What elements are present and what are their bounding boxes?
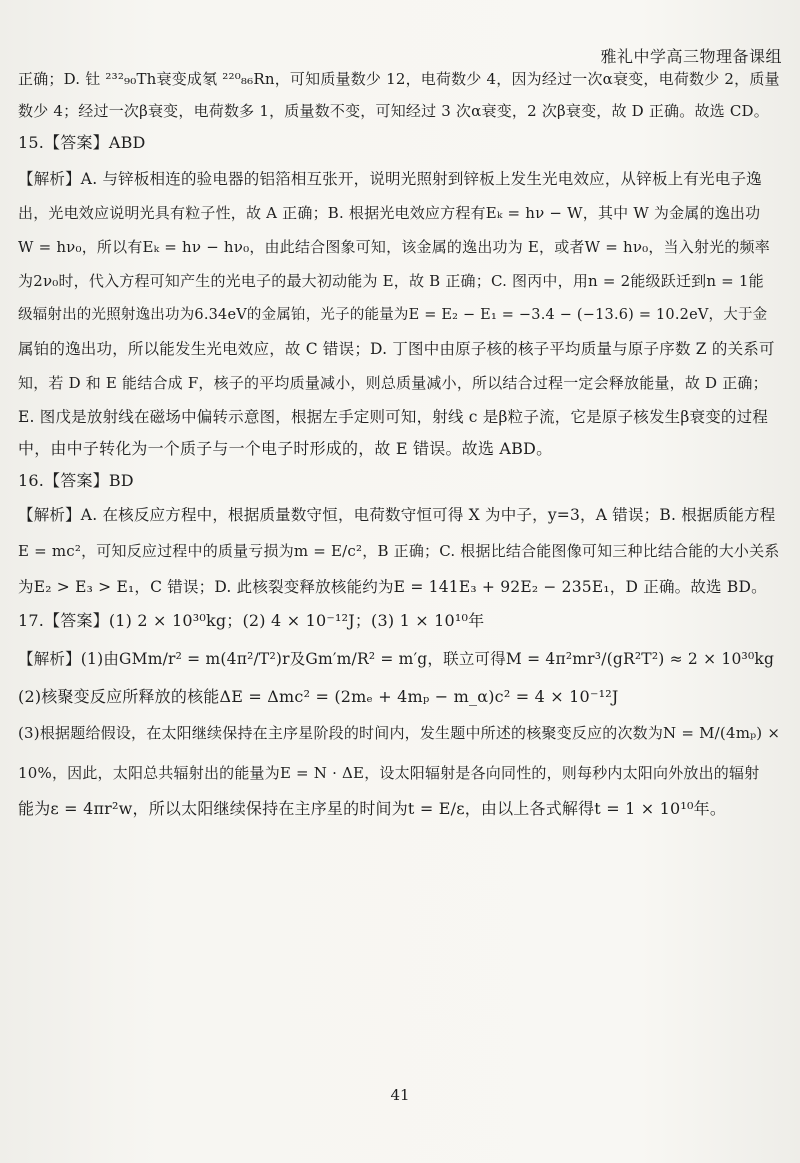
text-line: 出，光电效应说明光具有粒子性，故 A 正确；B. 根据光电效应方程有Eₖ = hν − W，其中 W 为金属的逸出功 (18, 204, 761, 222)
text-line: 能为ε = 4πr²w，所以太阳继续保持在主序星的时间为t = E/ε，由以上各式解得t = 1 × 10¹⁰年。 (18, 799, 727, 818)
page-number: 41 (390, 1086, 410, 1104)
text-line: 数少 4；经过一次β衰变，电荷数多 1，质量数不变，可知经过 3 次α衰变，2 次β衰变，故 D 正确。故选 CD。 (18, 102, 769, 120)
text-line: 正确；D. 钍 ²³²₉₀Th衰变成氡 ²²⁰₈₆Rn，可知质量数少 12，电荷数少 4，因为经过一次α衰变，电荷数少 2，质量 (18, 70, 780, 88)
text-line: 【解析】A. 在核反应方程中，根据质量数守恒，电荷数守恒可得 X 为中子，y=3，A 错误；B. 根据质能方程 (18, 506, 776, 524)
text-line: 【解析】A. 与锌板相连的验电器的铝箔相互张开，说明光照射到锌板上发生光电效应，从锌板上有光电子逸 (18, 170, 762, 188)
text-line: 为E₂ > E₃ > E₁，C 错误；D. 此核裂变释放核能约为E = 141E₃ + 92E₂ − 235E₁，D 正确。故选 BD。 (18, 578, 767, 596)
text-line: 10%，因此，太阳总共辐射出的能量为E = N · ΔE，设太阳辐射是各向同性的，则每秒内太阳向外放出的辐射 (18, 764, 760, 782)
answer-heading-15: 15.【答案】ABD (18, 133, 146, 152)
text-line: (3)根据题给假设，在太阳继续保持在主序星阶段的时间内，发生题中所述的核聚变反应的次数为N = M/(4mₚ) × (18, 724, 781, 742)
text-line: E. 图戊是放射线在磁场中偏转示意图，根据左手定则可知，射线 c 是β粒子流，它是原子核发生β衰变的过程 (18, 408, 769, 426)
text-line: 知，若 D 和 E 能结合成 F，核子的平均质量减小，则总质量减小，所以结合过程一定会释放能量，故 D 正确； (18, 374, 768, 392)
text-line: 属铂的逸出功，所以能发生光电效应，故 C 错误；D. 丁图中由原子核的核子平均质量与原子序数 Z 的关系可 (18, 340, 775, 358)
text-line: E = mc²，可知反应过程中的质量亏损为m = E/c²，B 正确；C. 根据比结合能图像可知三种比结合能的大小关系 (18, 542, 780, 560)
text-line: 级辐射出的光照射逸出功为6.34eV的金属铂，光子的能量为E = E₂ − E₁ = −3.4 − (−13.6) = 10.2eV，大于金 (18, 307, 768, 323)
answer-heading-16: 16.【答案】BD (18, 471, 134, 490)
text-line: (2)核聚变反应所释放的核能ΔE = Δmc² = (2mₑ + 4mₚ − m_α)c² = 4 × 10⁻¹²J (18, 687, 619, 706)
text-line: W = hν₀，所以有Eₖ = hν − hν₀，由此结合图象可知，该金属的逸出功为 E，或者W = hν₀，当入射光的频率 (18, 238, 770, 256)
text-line: 为2ν₀时，代入方程可知产生的光电子的最大初动能为 E，故 B 正确；C. 图丙中，用n = 2能级跃迁到n = 1能 (18, 272, 764, 290)
text-line: 【解析】(1)由GMm/r² = m(4π²/T²)r及Gm′m/R² = m′g，联立可得M = 4π²mr³/(gR²T²) ≈ 2 × 10³⁰kg (18, 650, 775, 668)
answer-heading-17: 17.【答案】(1) 2 × 10³⁰kg；(2) 4 × 10⁻¹²J；(3) 1 × 10¹⁰年 (18, 611, 485, 630)
text-line: 中，由中子转化为一个质子与一个电子时形成的，故 E 错误。故选 ABD。 (18, 439, 553, 458)
page-header: 雅礼中学高三物理备课组 (600, 47, 782, 66)
